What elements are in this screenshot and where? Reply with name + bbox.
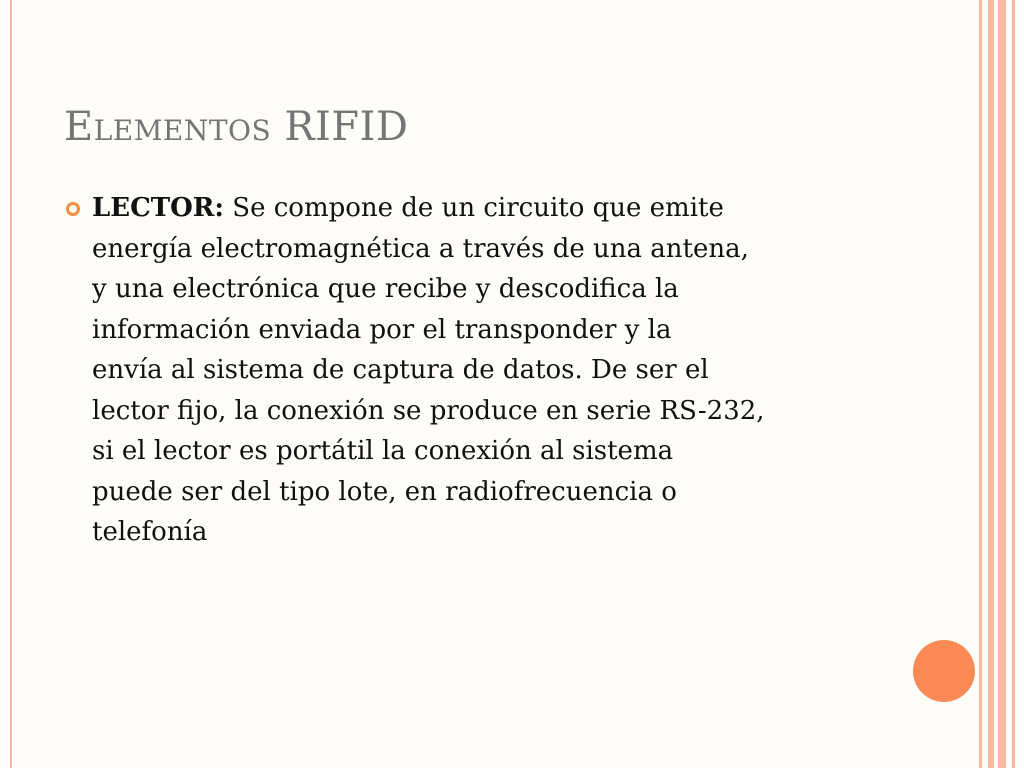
slide-title: Elementos RIFID <box>64 104 409 150</box>
left-border-line <box>10 0 12 768</box>
bullet-line: puede ser del tipo lote, en radiofrecuencia o <box>92 476 677 507</box>
bullet-line: lector fijo, la conexión se produce en serie RS-232, <box>92 395 765 426</box>
bullet-lead: LECTOR: <box>92 193 224 223</box>
right-decorative-stripes <box>974 0 1024 768</box>
bullet-line <box>92 188 886 229</box>
stripe <box>988 0 994 768</box>
bullet-line: información enviada por el transponder y la <box>92 314 672 345</box>
bullet-line-text: Se compone de un circuito que emite <box>224 193 724 223</box>
bullet-line: energía electromagnética a través de una antena, <box>92 233 749 264</box>
stripe <box>1012 0 1015 768</box>
bullet-line: si el lector es portátil la conexión al sistema <box>92 436 674 466</box>
stripe <box>979 0 982 768</box>
bullet-text <box>92 188 886 553</box>
bullet-line: y una electrónica que recibe y descodifica la <box>92 274 679 304</box>
bullet-circle-icon <box>66 202 80 216</box>
bullet-item <box>66 188 886 553</box>
decorative-circle <box>913 640 975 702</box>
bullet-line: telefonía <box>92 517 208 547</box>
bullet-line: envía al sistema de captura de datos. De ser el <box>92 355 709 385</box>
stripe <box>998 0 1006 768</box>
slide-body <box>66 188 886 553</box>
